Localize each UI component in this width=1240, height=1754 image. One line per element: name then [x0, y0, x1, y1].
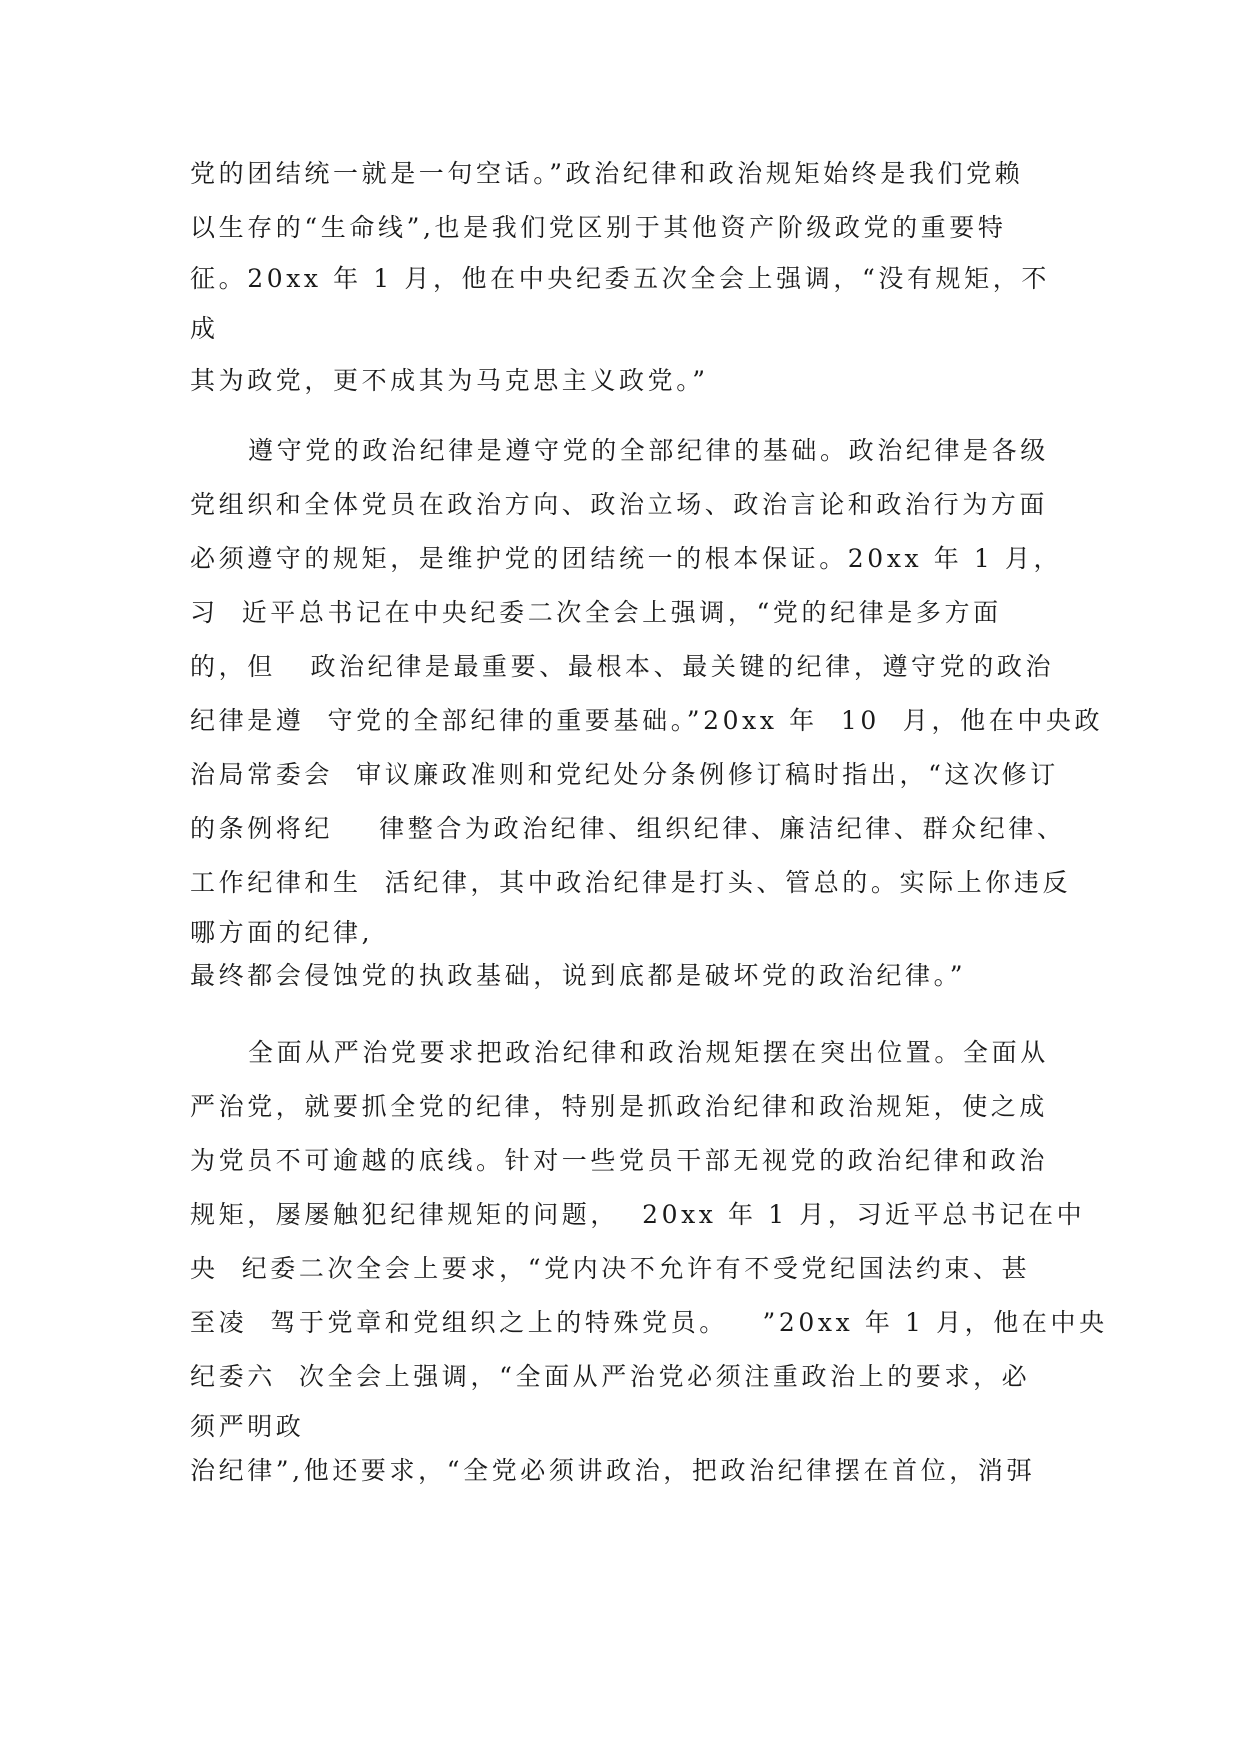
text-line: 征。20xx 年 1 月，他在中央纪委五次全会上强调，“没有规矩，不	[190, 264, 1050, 293]
text-line: 最终都会侵蚀党的执政基础，说到底都是破坏党的政治纪律。”	[190, 961, 967, 990]
text-line: 纪律是遵 守党的全部纪律的重要基础。”20xx 年 10 月，他在中央政	[190, 706, 1104, 735]
text-line: 以生存的“生命线”,也是我们党区别于其他资产阶级政党的重要特	[190, 213, 1007, 242]
text-line: 规矩，屡屡触犯纪律规矩的问题， 20xx 年 1 月，习近平总书记在中	[190, 1200, 1086, 1229]
text-line: 的条例将纪 律整合为政治纪律、组织纪律、廉洁纪律、群众纪律、	[190, 814, 1066, 843]
text-line: 须严明政	[190, 1412, 305, 1441]
text-line: 治纪律”,他还要求，“全党必须讲政治，把政治纪律摆在首位，消弭	[190, 1456, 1036, 1485]
text-line: 党组织和全体党员在政治方向、政治立场、政治言论和政治行为方面	[190, 490, 1049, 519]
text-line: 工作纪律和生 活纪律，其中政治纪律是打头、管总的。实际上你违反	[190, 868, 1072, 897]
text-line: 为党员不可逾越的底线。针对一些党员干部无视党的政治纪律和政治	[190, 1146, 1049, 1175]
text-line: 必须遵守的规矩，是维护党的团结统一的根本保证。20xx 年 1 月，	[190, 544, 1063, 573]
paragraph-first-line: 全面从严治党要求把政治纪律和政治规矩摆在突出位置。全面从	[248, 1038, 1049, 1067]
text-line: 治局常委会 审议廉政准则和党纪处分条例修订稿时指出，“这次修订	[190, 760, 1059, 789]
text-line: 央 纪委二次全会上要求，“党内决不允许有不受党纪国法约束、甚	[190, 1254, 1031, 1283]
text-line: 纪委六 次全会上强调，“全面从严治党必须注重政治上的要求，必	[190, 1362, 1031, 1391]
paragraph-first-line: 遵守党的政治纪律是遵守党的全部纪律的基础。政治纪律是各级	[248, 436, 1049, 465]
text-line: 习 近平总书记在中央纪委二次全会上强调，“党的纪律是多方面	[190, 598, 1002, 627]
text-line: 的，但 政治纪律是最重要、最根本、最关键的纪律，遵守党的政治	[190, 652, 1055, 681]
text-line: 哪方面的纪律,	[190, 918, 374, 947]
text-line: 其为政党，更不成其为马克思主义政党。”	[190, 366, 709, 395]
text-line: 党的团结统一就是一句空话。”政治纪律和政治规矩始终是我们党赖	[190, 159, 1024, 188]
text-line: 成	[190, 314, 219, 343]
text-line: 严治党，就要抓全党的纪律，特别是抓政治纪律和政治规矩，使之成	[190, 1092, 1049, 1121]
text-line: 至凌 驾于党章和党组织之上的特殊党员。 ”20xx 年 1 月，他在中央	[190, 1308, 1108, 1337]
